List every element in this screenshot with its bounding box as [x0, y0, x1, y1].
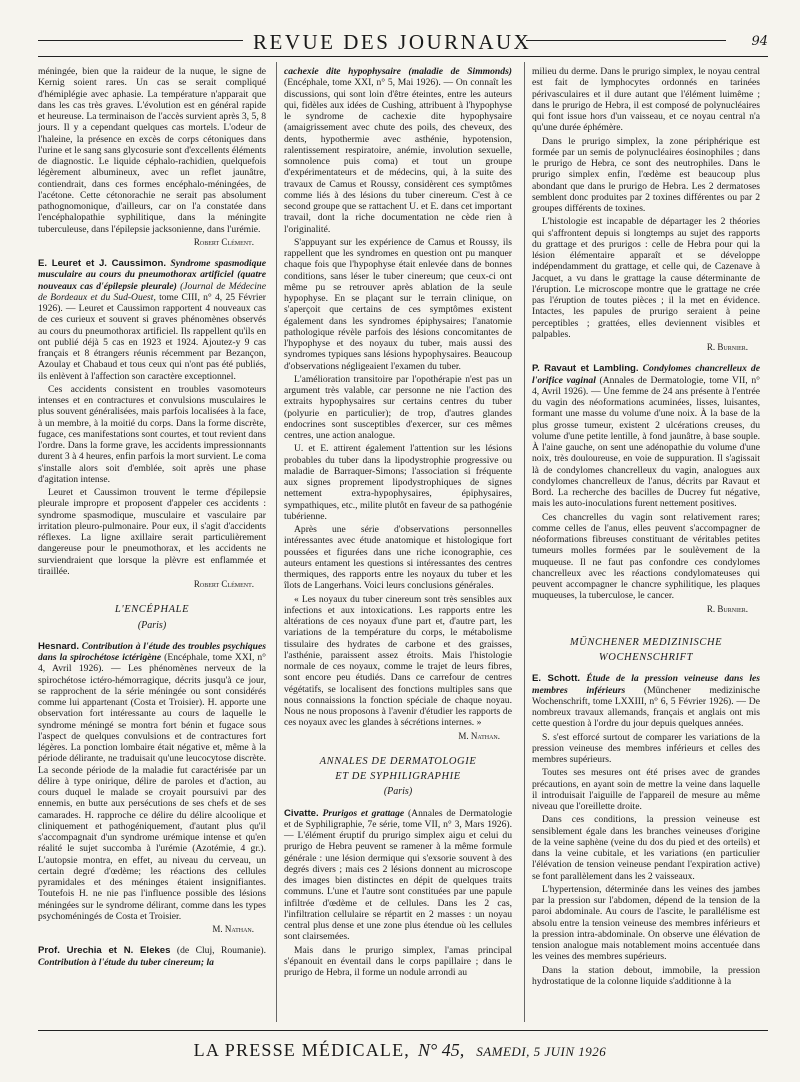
paragraph: Toutes ses mesures ont été prises avec de grandes précautions, en ayant soin de mettre la veine dans laquelle il introduisait l'aiguille de l'appareil de mesure au même niveau que l'oreillette droite.: [532, 767, 760, 812]
column-3: [532, 66, 760, 989]
paragraph: « Les noyaux du tuber cinereum sont très sensibles aux infections et aux intoxications. Les rapports entre les altérations de ces noyaux d'une part et, d'autre part, les variations de la température du corps, le métabolisme tissulaire des hydrates de carbone et des graisses, l'asthénie, paraissent assez étroits. Mais l'histologie normale de ces noyaux, comme le trajet de leurs fibres, sont encore peu étudiés. Dans ce carrefour de centres végétatifs, se localisent des fonctions multiples sans que nous connaissions la fonction spéciale de chaque noyau. Nous ne nous proposons à l'avenir d'étudier les rapports de ces noyaux avec les glandes à sécrétions internes. »: [284, 593, 512, 729]
paragraph: Dans la station debout, immobile, la pression hydrostatique de la colonne liquide s'additionne à la: [532, 964, 760, 987]
section-title: ANNALES DE DERMATOLOGIE: [319, 755, 477, 767]
article-body: tome CIII, n° 4, 25 Février 1926). — Leuret et Caussimon rapportent 4 nouveaux cas de ces curieux et souvent si graves phénomènes observés au cours du pneumothorax artificiel. Ils rappellent qu'ils en ont publié déjà 5 cas en 1923 et 1924. Ajoutez-y 9 cas français et 8 étrangers réunis récemment par Bezançon, Azoulay et Chabaud et tous ceux qui n'ont pas été publiés, ils enlèvent à l'affection son caractère exceptionnel.: [38, 291, 266, 382]
header-rule-right: [526, 40, 726, 41]
author-location: (de Cluj, Roumanie).: [176, 945, 266, 957]
page-number: 94: [751, 34, 768, 49]
signature: Robert Clément.: [193, 236, 254, 247]
paragraph: Après une série d'observations personnelles intéressantes avec étude anatomique et histologique fort poussées et figurées dans une riche iconographie, ces auteurs entament les questions si intéressantes des centres thermiques, des rapports entre les noyaux du tuber et les îlots de Langerhans. Voici leurs conclusions générales.: [284, 524, 512, 592]
article-entry: [532, 673, 760, 729]
signature: M. Nathan.: [458, 730, 500, 741]
article-body: (Annales de Dermatologie et de Syphiligraphie, 7e série, tome VII, n° 3, Mars 1926). — L'élément éruptif du prurigo simplex aigu et celui du prurigo de Hebra peuvent se ramener à la même formule générale : une lésion dermique qui s'exsorie souvent à des degrés divers ; mais ces 2 lésions donnent au microscope des images bien distinctes en dépit de quelques traits communs. L'une et l'autre sont constituées par une papule infiltrée d'œdème et de cellules. Dans les 2 cas, l'infiltration cellulaire se répartit en 2 masses : un noyau central plus dense et une zone plus étendue où les cellules sont clairsemées.: [284, 807, 513, 943]
paragraph: milieu du derme. Dans le prurigo simplex, le noyau central est fait de lymphocytes ordonnés en tarinées périvasculaires et il dure autant que l'élément luimême ; dans le prurigo de Hebra, il est composé de polynucléaires qui font issue hors d'un vaisseau, et ce noyau central n'a qu'une durée éphémère.: [532, 66, 760, 134]
header-rule-left: [38, 40, 243, 41]
article-title: Condylomes chancrelleux de l'orifice vaginal: [532, 363, 760, 386]
section-subtitle: (Paris): [383, 786, 413, 798]
section-title: MÜNCHENER MEDIZINISCHE: [569, 636, 723, 648]
paragraph: L'histologie est incapable de départager les 2 théories qui s'affrontent depuis si longtemps au sujet des rapports du grattage et des prurigos : celle de Hebra pour qui la lésion élémentaire apparaît et se développe indépendamment du grattage, et celle qui, de Cazenave à Jacquet, a vu dans le grattage la cause déterminante de l'éruption. Le microscope montre que le grattage ne crée pas l'éruption de toutes pièces ; il la met en évidence. Intactes, les papules de prurigo seraient à peine perceptibles ; grattées, elles deviennent visibles et palpables.: [532, 216, 760, 340]
article-entry: [532, 363, 760, 509]
signature: R. Burnier.: [706, 342, 748, 352]
article-title: Contribution à l'étude des troubles psychiques dans la spirochétose ictérigène: [38, 640, 266, 663]
journal-ref: (Journal de Médecine de Bordeaux et du Sud-Ouest,: [38, 280, 266, 303]
article-body: (Encéphale, tome XXI, n° 5, Mai 1926). — On connaît les discussions, qui sont loin d'être éteintes, entre les auteurs qui, fidèles aux idées de Cushing, attribuent à l'hypophyse le syndrome de cachexie dite hypophysaire (amaigrissement avec chute des poils, des cheveux, des dents, hypothermie avec asthénie, hypotension, ralentissement respiratoire, anémie, involution sexuelle, somnolence puis coma) et tout un groupe d'expérimentateurs et de médecins, qui, à la suite des travaux de Camus et Roussy, considèrent ces symptômes comme liés à des lésions du tuber cinereum. C'est à ce second groupe que se rattachent U. et E. dans cet important travail, dont la riche documentation ne cède rien à l'originalité.: [284, 77, 512, 235]
paragraph: S. s'est efforcé surtout de comparer les variations de la pression veineuse des membres inférieurs et celles des membres supérieurs.: [532, 731, 760, 765]
paragraph: S'appuyant sur les expérience de Camus et Roussy, ils rappellent que les syndromes en question ont pu manquer chaque fois que l'hypophyse était enlevée dans de bonnes conditions, sans léser le tuber cinereum; que ceux-ci ont même pu se retrouver après ablation de la seule hypophyse. En se plaçant sur le terrain clinique, on s'aperçoit que certains de ces symptômes existent également dans les syndromes épiphysaires; l'anatomie pathologique révèle parfois des lésions concomitantes de l'hypophyse et des noyaux du tuber, mais aussi des syndromes typiques sans lésions hypophysaires. Beaucoup d'observations négligeaient l'examen du tuber.: [284, 236, 512, 372]
article-author: E. Schott.: [532, 673, 581, 685]
signature: M. Nathan.: [212, 924, 254, 934]
paragraph: Leuret et Caussimon trouvent le terme d'épilepsie pleurale impropre et proposent d'appeler ces accidents : syndrome spasmodique, musculaire et vasculaire par irritation pleuro-pulmonaire. Pour eux, il s'agit d'accidents réflexes. La ligne axillaire serait particulièrement dangereuse pour le pneumothorax, et les accidents ne surviendraient que lorsque la plèvre est enflammée et tiraillée.: [38, 487, 266, 577]
signature: Robert Clément.: [193, 579, 254, 589]
paragraph: Dans le prurigo simplex, la zone périphérique est formée par un semis de polynucléaires éosinophiles ; dans le prurigo de Hebra, ce sont des neutrophiles. Dans le prurigo simplex enfin, l'œdème est beaucoup plus abondant que dans le prurigo de Hebra. Les 2 dermatoses semblent donc produites par 2 toxines différentes ou par 2 groupes différents de toxines.: [532, 135, 760, 214]
section-title: L'ENCÉPHALE: [114, 604, 190, 616]
footer-divider: [38, 1030, 768, 1031]
article-author: E. Leuret et J. Caussimon.: [38, 258, 166, 269]
article-entry: [38, 258, 266, 382]
article-author: P. Ravaut et Lambling.: [532, 363, 639, 375]
article-title: Étude de la pression veineuse dans les membres inférieurs: [532, 673, 760, 696]
column-divider: [524, 62, 525, 1022]
section-title: WOCHENSCHRIFT: [598, 652, 694, 663]
running-footer: [0, 1040, 800, 1061]
article-author: Hesnard.: [38, 640, 80, 652]
paragraph: L'hypertension, déterminée dans les veines des jambes par la pression sur l'abdomen, dépend de la tension de la paroi abdominale. Au cours de l'ascite, le parallélisme est absolu entre la tension veineuse des membres inférieurs et la pression intra-abdominale. On observe une élévation de tension analogue mais notablement moins accentuée dans les veines des membres supérieurs.: [532, 883, 760, 963]
header-divider: [38, 56, 768, 57]
article-body: (Encéphale, tome XXI, n° 4, Avril 1926). — Les phénomènes nerveux de la spirochétose ictéro-hémorragique, décrits jusqu'à ce jour, se rapprochent de la série méningée ou sont considérés comme lui appartenant (Costa et Troisier). H. apporte une observation fort intéressante au cours de laquelle le syndrome méningé se montra fort bénin et fugace sous l'aspect de quelques convulsions et de contractures fort légères. La ponction lombaire était négative et, même à la période délirante, ne traduisait qu'une leucocytose discrète. La seconde période de la maladie fut caractérisée par un délire à type onirique, délire de paroles et d'action, au cours duquel le malade se croyait poursuivi par des ennemis, en butte aux persécutions de ses chefs et de ses camarades. H. rapproche ce délire du délire alcoolique et cliniquement et pathogéniquement, d'autant plus qu'il s'accompagnait d'un syndrome urémique intense et qu'en réalité le sujet succomba à l'urémie (Azotémie, 4 gr.). L'autopsie montra, en effet, au niveau du cerveau, un certain degré d'œdème; les réactions des cellules pyramidales et des méninges étaient insignifiantes. Toutefois H. ne nie pas l'influence possible des lésions méningées sur le syndrome délirant, comme dans les types psychoméningés de Costa et Troisier.: [38, 652, 266, 922]
column-divider: [276, 62, 277, 1022]
column-2: [284, 66, 512, 980]
paragraph: U. et E. attirent également l'attention sur les lésions probables du tuber dans la lipodystrophie progressive ou maladie de Barraquer-Simons; l'association si fréquente aux signes proprement lipodystrophiques de signes nettement extra-hypophysaires, épiphysaires, sympathiques, etc., milite plutôt en faveur de sa pathogénie tubérienne.: [284, 443, 512, 522]
article-body: (Annales de Dermatologie, tome VII, n° 4, Avril 1926). — Une femme de 24 ans présente à l'entrée du vagin des néoformations acuminées, lisses, luisantes, formant une masse du volume d'une noix. À la base de la plus grosse tumeur, existent 2 ulcérations creuses, du volume d'une petite lentille, à fond jaunâtre, à base souple. À l'aine gauche, on sent une adénopathie du volume d'une noix, très douloureuse, en voie de suppuration. Il s'agissait là de condylomes chancrelleux du vagin, analogues aux condylomes chancrelleux de l'anus, décrits par Ravaut et Bord. La recherche des bacilles de Ducrey fut négative, mais les auto-inoculations furent nettement positives.: [532, 374, 760, 510]
signature: R. Burnier.: [706, 603, 748, 614]
article-body: (Münchener medizinische Wochenschrift, tome LXXIII, n° 6, 5 Février 1926). — De nombreux travaux allemands, français et anglais ont mis cette question à l'ordre du jour depuis quelques années.: [532, 684, 760, 730]
paragraph: méningée, bien que la raideur de la nuque, le signe de Kernig soient rares. Un cas se serait compliqué d'hémiplégie avec aphasie. La température n'apparait que dans les cas très graves. L'évolution est en général rapide et heureuse. La terminaison de l'accès survient après 3, 5, 8 jours. Il y a cependant quelques cas mortels. L'odeur de l'haleine, la présence en excès de corps cétoniques dans l'urine et le sang sans glycosurie sont d'excellents éléments de diagnostic. Le liquide céphalo-rachidien, quelquefois légèrement albumineux, avec un reflet jaunâtre, contiendrait, dans ces formes encéphalo-méningées, de l'acétone. Cette cétonorachie ne serait pas absolument pathognomonique, d'ailleurs, car on l'a constatée dans l'encéphalopathie syphilitique, dans la méningite tuberculeuse, dans l'épilepsie jacksonienne, dans l'urémie.: [38, 66, 266, 235]
article-author: Civatte.: [284, 807, 319, 819]
paragraph: Ces accidents consistent en troubles vasomoteurs intenses et en contractures et convulsions musculaires le plus souvent généralisées, mais parfois localisées à la face, à un membre, à la moitié du corps. Dans la forme discrète, fugace, ces manifestations sont courtes, et tout revient dans l'ordre. Dans la forme grave, les accidents impressionnants durent 3 à 4 heures, enfin parfois la mort survient. Le coma s'installe alors soit d'emblée, soit après une phase d'agitation intense.: [38, 383, 266, 485]
paragraph: Dans ces conditions, la pression veineuse est sensiblement égale dans les branches veineuses d'origine de la veine saphène (veine du dos du pied et des orteils) et dans la veine cubitale, et les variations (en particulier l'élévation de tension veineuse pendant l'expiration active) se font parallèlement dans les 2 vaisseaux.: [532, 814, 760, 882]
article-author: Prof. Urechia et N. Elekes: [38, 945, 171, 957]
article-entry: [38, 641, 266, 922]
issue-date: SAMEDI, 5 JUIN 1926: [476, 1044, 607, 1059]
article-entry: [38, 945, 266, 968]
paragraph: Mais dans le prurigo simplex, l'amas principal s'épanouit en éventail dans le corps papillaire ; dans le prurigo de Hebra, il forme un nodule arrondi au: [284, 944, 512, 978]
article-entry: [284, 808, 512, 943]
article-title: Contribution à l'étude du tuber cinereum; la: [38, 956, 214, 968]
section-title: ET DE SYPHILIGRAPHIE: [335, 771, 461, 782]
section-subtitle: (Paris): [137, 619, 167, 631]
article-title: Syndrome spasmodique musculaire au cours du pneumothorax artificiel (quatre nouveaux cas d'épilepsie pleurale): [38, 258, 266, 292]
paragraph: Ces chancrelles du vagin sont relativement rares; comme celles de l'anus, elles peuvent s'accompagner de néoformations fibreuses constituant de véritables petites tumeurs molles formées par le soulèvement de la muqueuse. Il ne faut pas confondre ces condylomes chancrelleux avec les réactions condylomateuses qui peuvent accompagner le chancre syphilitique, les plaques muqueuses, la tuberculose, le cancer.: [532, 511, 760, 602]
article-title: cachexie dite hypophysaire (maladie de Simmonds): [284, 66, 512, 77]
article-title: Prurigos et grattage: [322, 807, 405, 819]
running-header: [38, 30, 768, 56]
paragraph: L'amélioration transitoire par l'opothérapie n'est pas un argument très valable, car personne ne nie l'action des extraits hypophysaires sur certains centres du tuber (polyurie en particulier); de trop, d'autres glandes endocrines sont susceptibles d'exercer, sur ces mêmes centres, une action analogue.: [284, 373, 512, 441]
publication-name: LA PRESSE MÉDICALE,: [193, 1040, 410, 1060]
issue-number: N° 45,: [418, 1040, 465, 1060]
header-title: REVUE DES JOURNAUX: [253, 30, 532, 54]
column-1: [38, 66, 266, 970]
article-continuation: [284, 66, 512, 235]
